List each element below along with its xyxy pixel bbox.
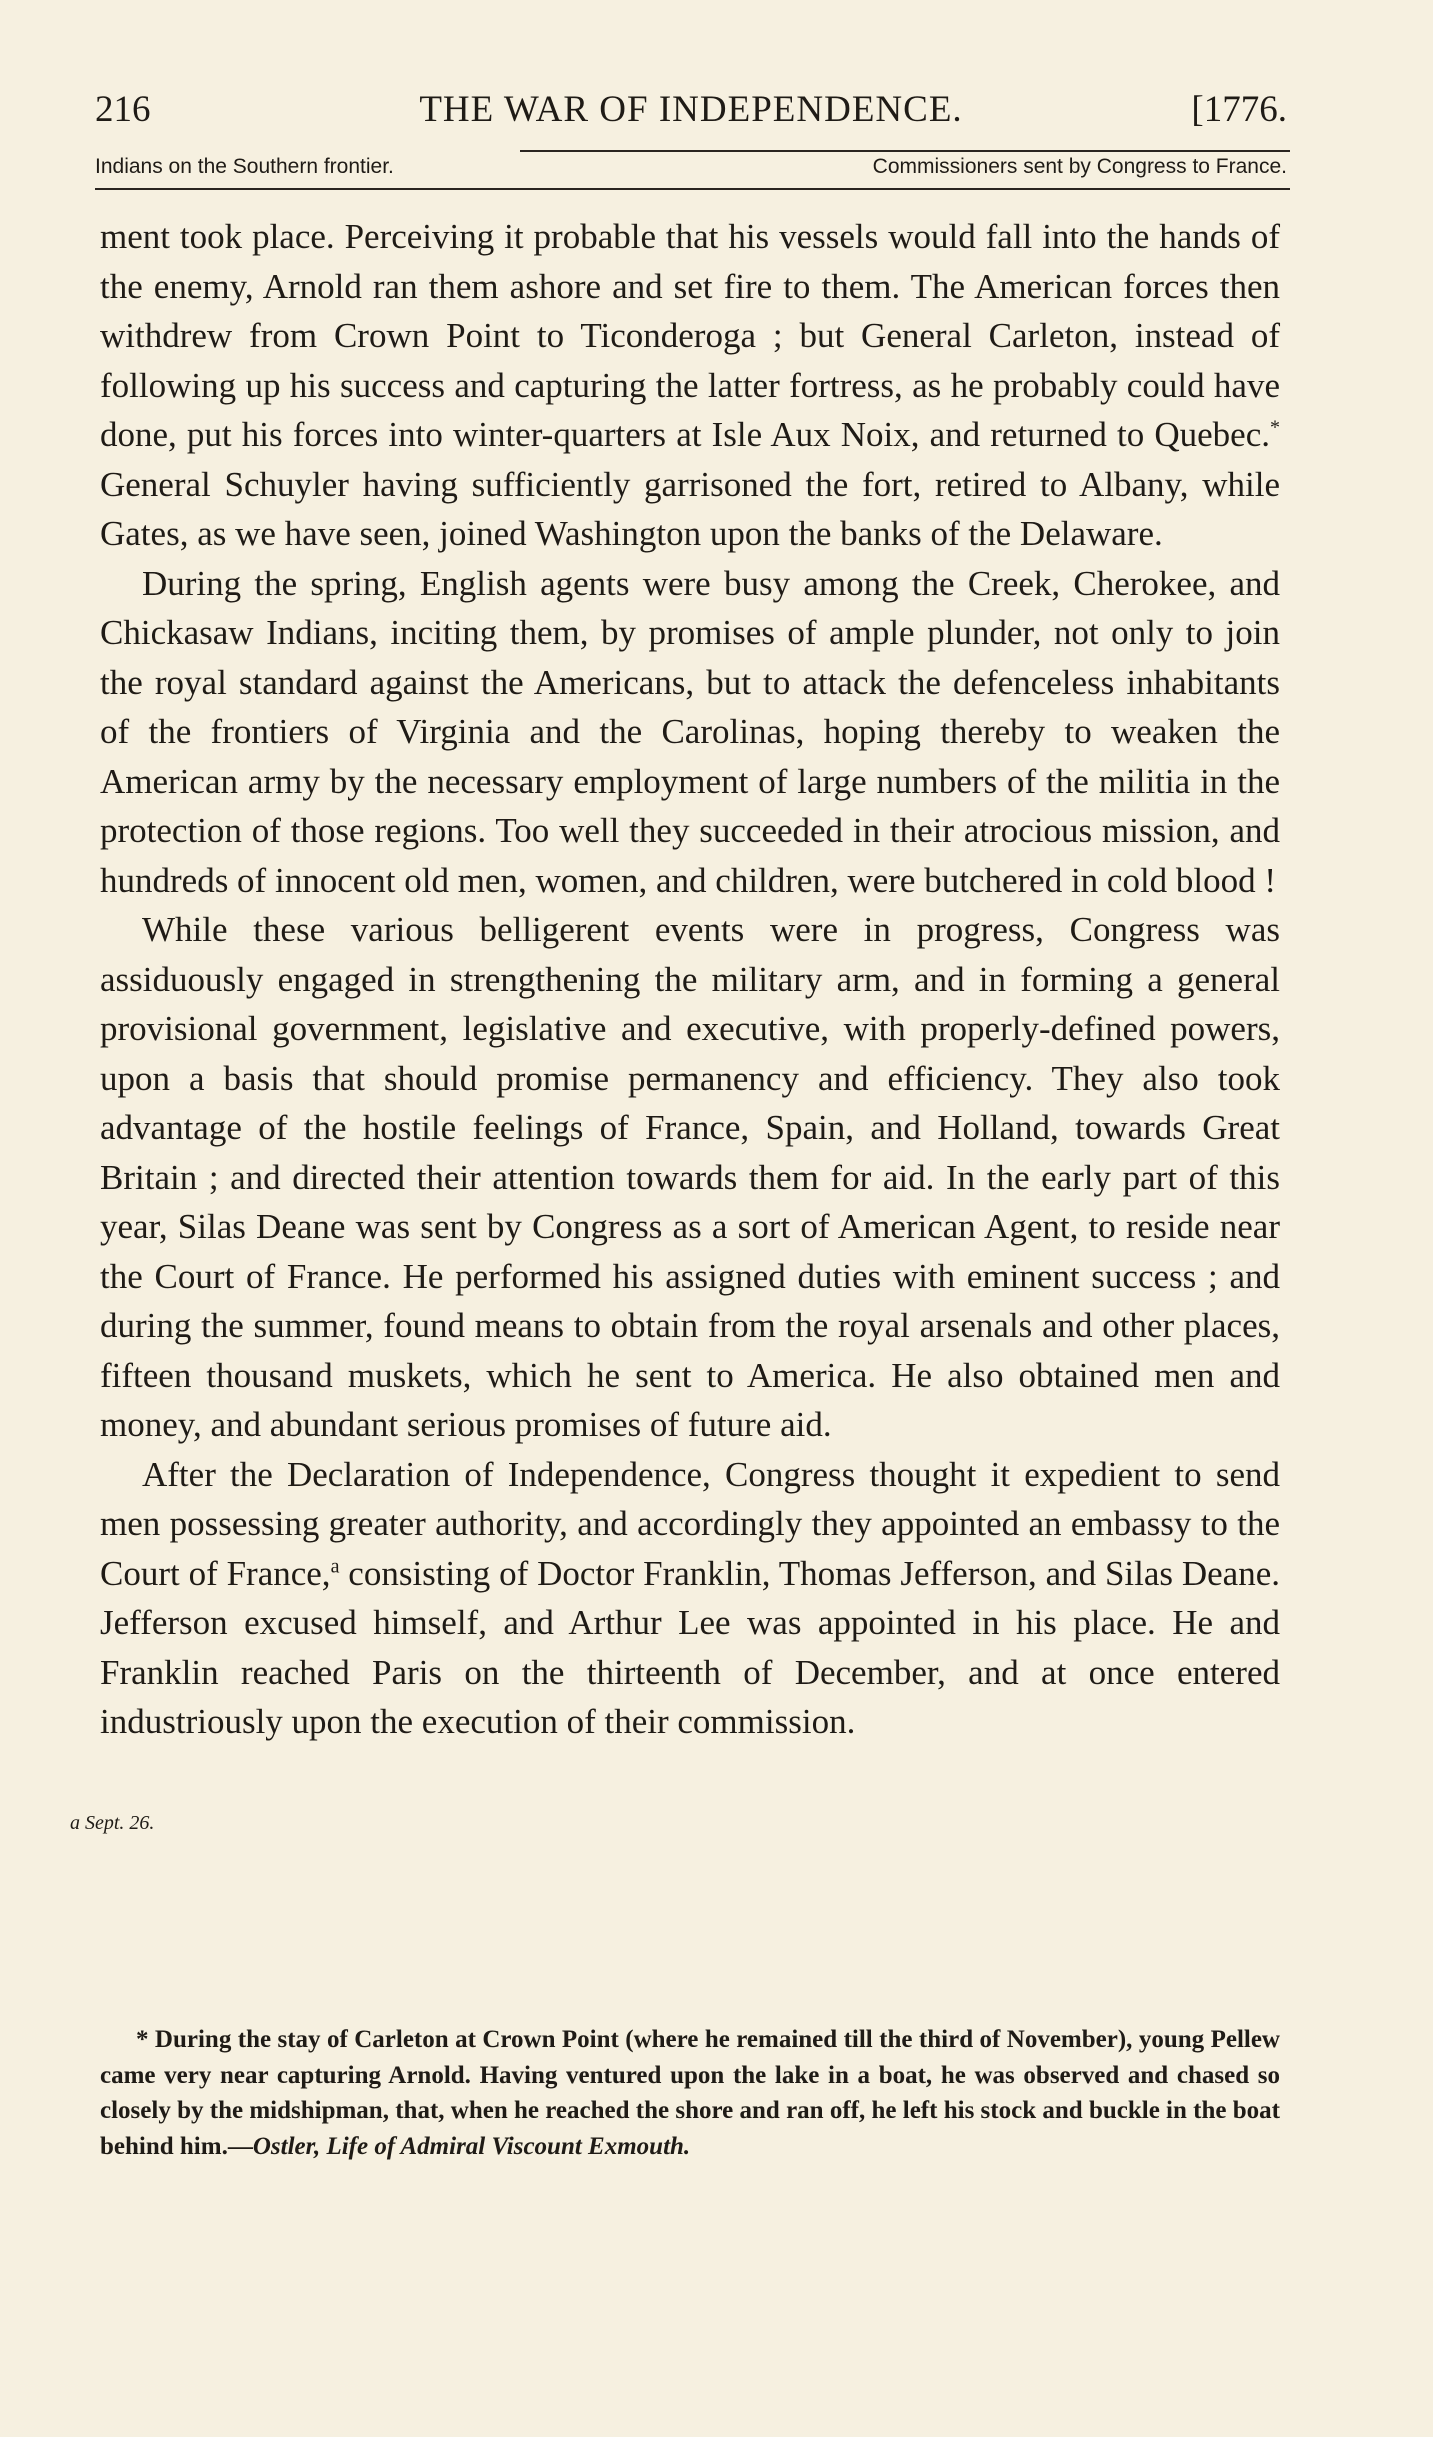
footnote-body: * During the stay of Carleton at Crown Point (where he remained till the third of November), young Pellew came very near capturing Arnold. Having ventured upon the lake in a boat, he was observed and chased so closely by the midshipman, that, when he reached the shore and ran off, he left his stock and buckle in the boat behind him.— (100, 2026, 1280, 2160)
header-rule-bottom (95, 188, 1290, 190)
paragraph-1-text-cont: General Schuyler having sufficiently garrisoned the fort, retired to Albany, while Gates, as we have seen, joined Washington upon the banks of the Delaware. (100, 464, 1280, 553)
footnote-ref: * (1270, 416, 1280, 439)
running-header (95, 88, 1287, 148)
paragraph-4-text-cont: consisting of Doctor Franklin, Thomas Jefferson, and Silas Deane. Jefferson excused himself, and Arthur Lee was appointed in his place. He and Franklin reached Paris on the thirteenth of December, and at once entered industriously upon the execution of their commission. (100, 1553, 1280, 1741)
footnote (100, 2022, 1280, 2164)
subheader-right: Commissioners sent by Congress to France. (872, 155, 1287, 178)
body-text (100, 212, 1280, 1747)
running-title: THE WAR OF INDEPENDENCE. (419, 89, 963, 130)
paragraph-3: While these various belligerent events were in progress, Congress was assiduously engaged in strengthening the military arm, and in forming a general provisional government, legislative and executive, with properly-defined powers, upon a basis that should promise permanency and efficiency. They also took advantage of the hostile feelings of France, Spain, and Holland, towards Great Britain ; and directed their attention towards them for aid. In the early part of this year, Silas Deane was sent by Congress as a sort of American Agent, to reside near the Court of France. He performed his assigned duties with eminent success ; and during the summer, found means to obtain from the royal arsenals and other places, fifteen thousand muskets, which he sent to America. He also obtained men and money, and abundant serious promises of future aid. (100, 910, 1280, 1444)
paragraph-4-text: After the Declaration of Independence, Congress thought it expedient to send men possessing greater authority, and accordingly they appointed an embassy to the Court of France, (100, 1454, 1280, 1593)
footnote-citation: Ostler, Life of Admiral Viscount Exmouth. (252, 2132, 691, 2160)
paragraph-1 (100, 212, 1280, 559)
footnote-text (100, 2022, 1280, 2164)
paragraph-4 (100, 1450, 1280, 1747)
margin-ref: a (330, 1554, 340, 1577)
page-number: 216 (95, 89, 151, 130)
paragraph-1-text: ment took place. Perceiving it probable that his vessels would fall into the hands of the enemy, Arnold ran them ashore and set fire to them. The American forces then withdrew from Crown Point to Ticonderoga ; but General Carleton, instead of following up his success and capturing the latter fortress, as he probably could have done, put his forces into winter-quarters at Isle Aux Noix, and returned to Quebec. (100, 217, 1280, 454)
margin-note: a Sept. 26. (70, 1812, 155, 1834)
subheader-left: Indians on the Southern frontier. (95, 155, 394, 178)
header-rule-top (520, 150, 1290, 152)
paragraph-2: During the spring, English agents were busy among the Creek, Cherokee, and Chickasaw Indians, inciting them, by promises of ample plunder, not only to join the royal standard against the Americans, but to attack the defenceless inhabitants of the frontiers of Virginia and the Carolinas, hoping thereby to weaken the American army by the necessary employment of large numbers of the militia in the protection of those regions. Too well they succeeded in their atrocious mission, and hundreds of innocent old men, women, and children, were butchered in cold blood ! (100, 563, 1280, 900)
header-year: [1776. (1191, 89, 1287, 130)
